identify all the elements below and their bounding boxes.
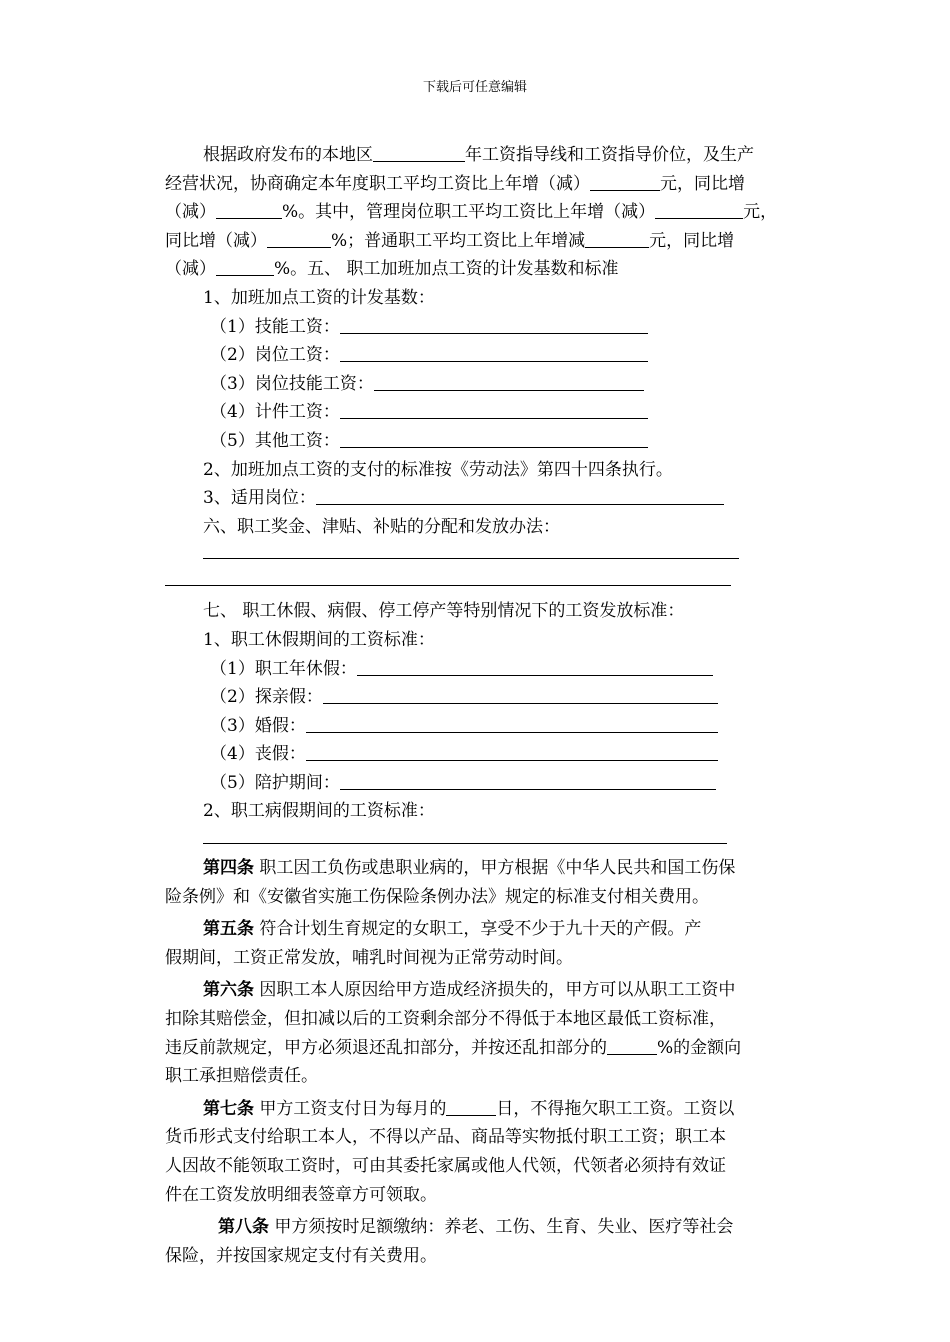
article-7-line3: 人因故不能领取工资时，可由其委托家属或他人代领，代领者必须持有效证	[165, 1156, 726, 1176]
overtime-item: （4）计件工资：	[165, 398, 820, 427]
article-7-line4: 件在工资发放明细表签章方可领取。	[165, 1184, 437, 1205]
article-8-line1: 第八条 甲方须按时足额缴纳：养老、工伤、生育、失业、医疗等社会	[218, 1217, 734, 1238]
overtime-blank[interactable]	[340, 315, 648, 334]
management-percent-blank[interactable]	[267, 229, 331, 248]
sick-blank[interactable]	[165, 826, 820, 854]
overtime-blank[interactable]	[374, 372, 644, 391]
avg-wage-percent-blank[interactable]	[216, 200, 282, 219]
leave-blank[interactable]	[306, 714, 718, 733]
overtime-blank[interactable]	[340, 400, 648, 419]
overtime-title: 1、加班加点工资的计发基数：	[203, 287, 435, 308]
overtime-standard: 2、加班加点工资的支付的标准按《劳动法》第四十四条执行。	[203, 459, 673, 480]
leave-blank[interactable]	[340, 771, 716, 790]
leave-item: （5）陪护期间：	[165, 769, 820, 798]
article-6-line1: 第六条 因职工本人原因给甲方造成经济损失的，甲方可以从职工工资中	[203, 980, 736, 1001]
overtime-item: （5）其他工资：	[165, 427, 820, 456]
sick-title: 2、职工病假期间的工资标准：	[203, 801, 435, 822]
posts-blank[interactable]	[316, 486, 724, 505]
document-body	[165, 141, 820, 1270]
article-7-line1: 第七条 甲方工资支付日为每月的 日，不得拖欠职工工资。工资以	[203, 1098, 735, 1119]
article-5-label: 第五条	[203, 919, 254, 940]
article-8-line2: 保险，并按国家规定支付有关费用。	[165, 1245, 437, 1266]
para1-line4: 同比增（减） %；普通职工平均工资比上年增减 元，同比增	[165, 230, 735, 251]
leave-item: （2）探亲假：	[165, 683, 820, 712]
compensation-percent-blank[interactable]	[607, 1036, 657, 1055]
page-header: 下载后可任意编辑	[422, 80, 527, 95]
leave-title: 1、职工休假期间的工资标准：	[203, 629, 435, 650]
bonus-blank-2[interactable]	[165, 569, 820, 597]
article-8-label: 第八条	[218, 1217, 269, 1238]
article-6-line3: 违反前款规定，甲方必须退还乱扣部分，并按还乱扣部分的 %的金额向	[165, 1037, 742, 1058]
leave-item: （4）丧假：	[165, 740, 820, 769]
para1-line2: 经营状况，协商确定本年度职工平均工资比上年增（减） 元，同比增	[165, 173, 745, 194]
overtime-blank[interactable]	[340, 429, 648, 448]
overtime-item: （1）技能工资：	[165, 313, 820, 342]
leave-blank[interactable]	[323, 685, 718, 704]
article-7-line2: 货币形式支付给职工本人，不得以产品、商品等实物抵付职工工资；职工本	[165, 1127, 726, 1148]
bonus-blank-1[interactable]	[165, 541, 820, 569]
article-7-label: 第七条	[203, 1098, 254, 1119]
management-wage-blank[interactable]	[655, 200, 743, 219]
pay-day-blank[interactable]	[446, 1097, 496, 1116]
leave-blank[interactable]	[306, 742, 718, 761]
article-6-line2: 扣除其赔偿金，但扣减以后的工资剩余部分不得低于本地区最低工资标准，	[165, 1009, 726, 1030]
article-4-line1: 第四条 职工因工负伤或患职业病的，甲方根据《中华人民共和国工伤保	[203, 858, 736, 879]
article-5-line2: 假期间，工资正常发放，哺乳时间视为正常劳动时间。	[165, 947, 573, 968]
regular-wage-blank[interactable]	[585, 229, 649, 248]
para1-line1: 根据政府发布的本地区 年工资指导线和工资指导价位，及生产	[203, 145, 754, 165]
overtime-item: （3）岗位技能工资：	[165, 370, 820, 399]
article-6-line4: 职工承担赔偿责任。	[165, 1066, 318, 1087]
overtime-item: （2）岗位工资：	[165, 341, 820, 370]
regular-percent-blank[interactable]	[216, 257, 274, 276]
leave-item: （1）职工年休假：	[165, 655, 820, 684]
overtime-blank[interactable]	[340, 343, 648, 362]
leave-blank[interactable]	[357, 657, 713, 676]
avg-wage-increase-blank[interactable]	[590, 172, 660, 191]
para1-line3: （减） %。其中，管理岗位职工平均工资比上年增（减） 元，	[165, 202, 778, 223]
article-4-label: 第四条	[203, 858, 254, 879]
region-blank[interactable]	[373, 143, 465, 162]
article-5-line1: 第五条 符合计划生育规定的女职工，享受不少于九十天的产假。产	[203, 919, 702, 940]
applicable-posts: 3、适用岗位：	[165, 484, 820, 513]
article-6-label: 第六条	[203, 980, 254, 1001]
article-4-line2: 险条例》和《安徽省实施工伤保险条例办法》规定的标准支付相关费用。	[165, 886, 709, 907]
leave-item: （3）婚假：	[165, 712, 820, 741]
bonus-title: 六、职工奖金、津贴、补贴的分配和发放办法：	[203, 516, 560, 537]
special-title: 七、 职工休假、病假、停工停产等特别情况下的工资发放标准：	[203, 601, 685, 622]
para1-line5: （减） %。五、 职工加班加点工资的计发基数和标准	[165, 259, 619, 280]
